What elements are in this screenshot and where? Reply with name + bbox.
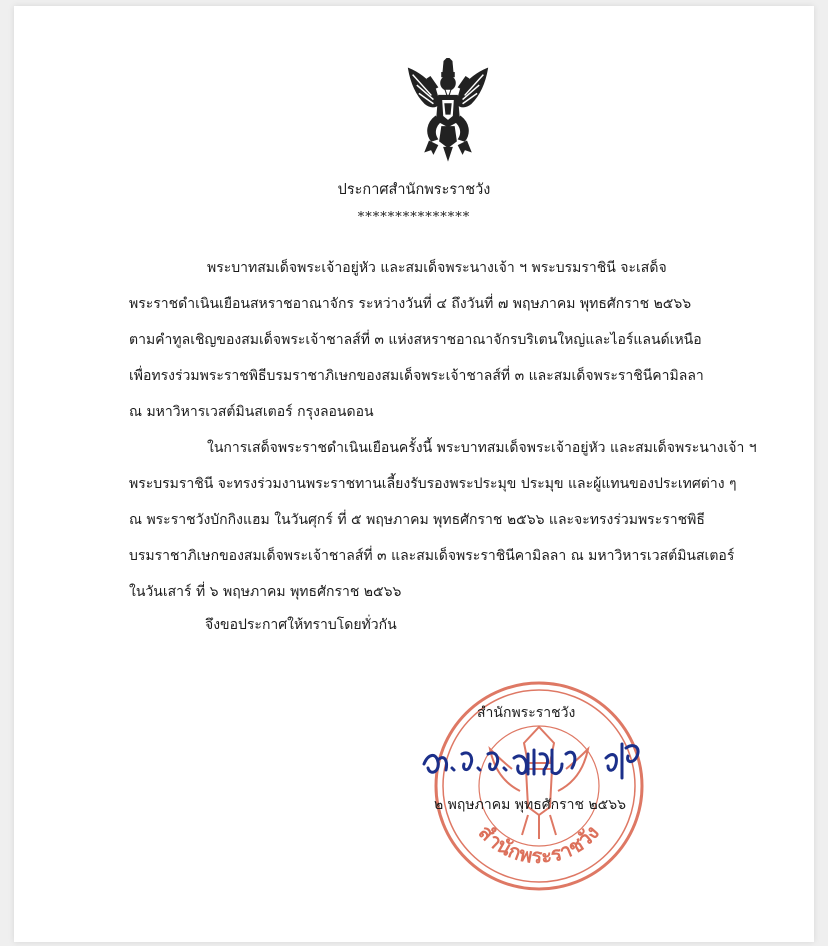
paragraph-line: เพื่อทรงร่วมพระราชพิธีบรมราชาภิเษกของสมเด็จพระเจ้าชาลส์ที่ ๓ และสมเด็จพระราชินีคามิลลา bbox=[129, 368, 704, 384]
paragraph-line: พระราชดำเนินเยือนสหราชอาณาจักร ระหว่างวันที่ ๔ ถึงวันที่ ๗ พฤษภาคม พุทธศักราช ๒๕๖๖ bbox=[129, 296, 692, 312]
handwritten-signature bbox=[416, 724, 656, 794]
paragraph-line: บรมราชาภิเษกของสมเด็จพระเจ้าชาลส์ที่ ๓ และสมเด็จพระราชินีคามิลลา ณ มหาวิหารเวสต์มินสเตอร์ bbox=[129, 548, 735, 564]
paragraph-line: พระบาทสมเด็จพระเจ้าอยู่หัว และสมเด็จพระนางเจ้า ฯ พระบรมราชินี จะเสด็จ bbox=[207, 260, 667, 276]
announcement-body bbox=[129, 250, 771, 610]
paragraph-line: พระบรมราชินี จะทรงร่วมงานพระราชทานเลี้ยงรับรองพระประมุข ประมุข และผู้แทนของประเทศต่าง ๆ bbox=[129, 476, 737, 492]
document-title: ประกาศสำนักพระราชวัง bbox=[337, 182, 491, 198]
garuda-emblem-icon bbox=[396, 58, 500, 162]
signature-date: ๒ พฤษภาคม พุทธศักราช ๒๕๖๖ bbox=[434, 797, 627, 813]
seal-text: สำนักพระราชวัง bbox=[473, 819, 604, 869]
paragraph-line: ตามคำทูลเชิญของสมเด็จพระเจ้าชาลส์ที่ ๓ แห่งสหราชอาณาจักรบริเตนใหญ่และไอร์แลนด์เหนือ bbox=[129, 332, 702, 348]
closing-statement: จึงขอประกาศให้ทราบโดยทั่วกัน bbox=[205, 617, 397, 633]
signatory-office: สำนักพระราชวัง bbox=[477, 705, 576, 721]
paragraph-line: ในวันเสาร์ ที่ ๖ พฤษภาคม พุทธศักราช ๒๕๖๖ bbox=[129, 584, 402, 600]
paragraph-line: ในการเสด็จพระราชดำเนินเยือนครั้งนี้ พระบาทสมเด็จพระเจ้าอยู่หัว และสมเด็จพระนางเจ้า ฯ bbox=[207, 440, 757, 456]
title-separator: *************** bbox=[357, 210, 471, 225]
document-page bbox=[14, 6, 814, 942]
paragraph-line: ณ พระราชวังบักกิงแฮม ในวันศุกร์ ที่ ๕ พฤษภาคม พุทธศักราช ๒๕๖๖ และจะทรงร่วมพระราชพิธี bbox=[129, 512, 705, 528]
paragraph-line: ณ มหาวิหารเวสต์มินสเตอร์ กรุงลอนดอน bbox=[129, 404, 374, 420]
